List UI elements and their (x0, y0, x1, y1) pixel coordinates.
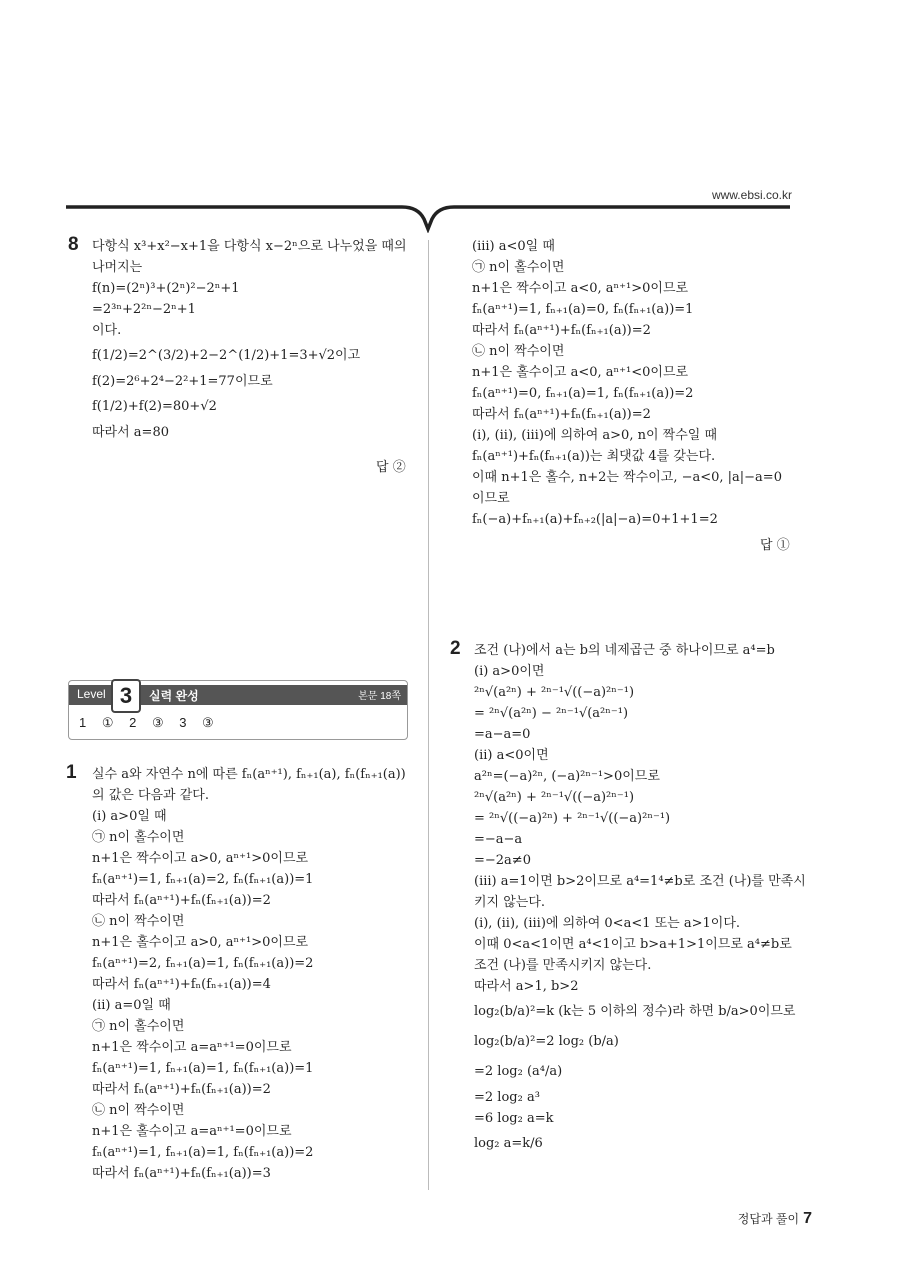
text-line: log₂ a=k/6 (474, 1136, 543, 1151)
text-line: f(2)=2⁶+2⁴−2²+1=77이므로 (92, 374, 273, 389)
text-line: n+1은 짝수이고 a=aⁿ⁺¹=0이므로 (92, 1040, 292, 1055)
text-line: ²ⁿ√(a²ⁿ) + ²ⁿ⁻¹√((−a)²ⁿ⁻¹) (474, 790, 635, 805)
text-line: f(1/2)+f(2)=80+√2 (92, 399, 217, 414)
solution-continued (472, 236, 782, 530)
text-line: (iii) a<0일 때 (472, 239, 555, 254)
level-number: 3 (111, 679, 141, 713)
text-line: 조건 (나)에서 a는 b의 네제곱근 중 하나이므로 a⁴=b (474, 643, 775, 658)
text-line: fₙ(aⁿ⁺¹)=1, fₙ₊₁(a)=1, fₙ(fₙ₊₁(a))=2 (92, 1145, 314, 1160)
text-line: ㉠ n이 홀수이면 (472, 260, 565, 275)
level-answers: 1 ① 2 ③ 3 ③ (79, 715, 214, 730)
level-title: 실력 완성 (149, 689, 199, 703)
site-url: www.ebsi.co.kr (711, 188, 792, 202)
level-bar (69, 683, 407, 708)
text-line: n+1은 홀수이고 a>0, aⁿ⁺¹>0이므로 (92, 935, 309, 950)
text-line: n+1은 홀수이고 a=aⁿ⁺¹=0이므로 (92, 1124, 292, 1139)
text-line: 따라서 fₙ(aⁿ⁺¹)+fₙ(fₙ₊₁(a))=2 (92, 893, 271, 908)
text-line: fₙ(aⁿ⁺¹)+fₙ(fₙ₊₁(a))는 최댓값 4를 갖는다. (472, 449, 716, 464)
text-line: 따라서 fₙ(aⁿ⁺¹)+fₙ(fₙ₊₁(a))=2 (472, 407, 651, 422)
text-line: 따라서 fₙ(aⁿ⁺¹)+fₙ(fₙ₊₁(a))=4 (92, 977, 271, 992)
text-line: 키지 않는다. (474, 895, 546, 910)
text-line: =−2a≠0 (474, 853, 531, 868)
answer-8: 답 ② (376, 460, 406, 475)
text-line: ㉡ n이 짝수이면 (92, 914, 185, 929)
text-line: (iii) a=1이면 b>2이므로 a⁴=1⁴≠b로 조건 (나)를 만족시 (474, 874, 806, 889)
text-line: ㉠ n이 홀수이면 (92, 830, 185, 845)
header-rule (66, 203, 790, 233)
text-line: 나머지는 (92, 260, 143, 275)
text-line: =2 log₂ (a⁴/a) (474, 1064, 563, 1079)
text-line: 이다. (92, 323, 122, 338)
text-line: ²ⁿ√(a²ⁿ) + ²ⁿ⁻¹√((−a)²ⁿ⁻¹) (474, 685, 635, 700)
text-line: 따라서 fₙ(aⁿ⁺¹)+fₙ(fₙ₊₁(a))=2 (92, 1082, 271, 1097)
text-line: fₙ(aⁿ⁺¹)=0, fₙ₊₁(a)=1, fₙ(fₙ₊₁(a))=2 (472, 386, 694, 401)
text-line: ㉡ n이 짝수이면 (92, 1103, 185, 1118)
page-number: 7 (803, 1210, 812, 1227)
footer-label: 정답과 풀이 (737, 1212, 800, 1226)
text-line: =2 log₂ a³ (474, 1090, 540, 1105)
text-line: log₂(b/a)²=2 log₂ (b/a) (474, 1034, 619, 1049)
text-line: (i), (ii), (iii)에 의하여 0<a<1 또는 a>1이다. (474, 916, 741, 931)
text-line: 조건 (나)를 만족시키지 않는다. (474, 958, 652, 973)
problem-number: 2 (450, 638, 461, 659)
text-line: =2³ⁿ+2²ⁿ−2ⁿ+1 (92, 302, 196, 317)
text-line: 이때 0<a<1이면 a⁴<1이고 b>a+1>1이므로 a⁴≠b로 (474, 937, 792, 952)
text-line: 이므로 (472, 491, 510, 506)
problem-number: 1 (66, 762, 77, 783)
text-line: = ²ⁿ√((−a)²ⁿ) + ²ⁿ⁻¹√((−a)²ⁿ⁻¹) (474, 811, 671, 826)
text-line: fₙ(aⁿ⁺¹)=1, fₙ₊₁(a)=2, fₙ(fₙ₊₁(a))=1 (92, 872, 314, 887)
problem-number: 8 (68, 234, 79, 255)
text-line: 따라서 a=80 (92, 425, 169, 440)
text-line: ㉡ n이 짝수이면 (472, 344, 565, 359)
text-line: 따라서 a>1, b>2 (474, 979, 579, 994)
page-footer (738, 1210, 812, 1228)
text-line: n+1은 짝수이고 a>0, aⁿ⁺¹>0이므로 (92, 851, 309, 866)
text-line: fₙ(aⁿ⁺¹)=1, fₙ₊₁(a)=0, fₙ(fₙ₊₁(a))=1 (472, 302, 694, 317)
text-line: 실수 a와 자연수 n에 따른 fₙ(aⁿ⁺¹), fₙ₊₁(a), fₙ(fₙ₊₁(a)) (92, 767, 406, 782)
text-line: =a−a=0 (474, 727, 531, 742)
text-line: fₙ(aⁿ⁺¹)=1, fₙ₊₁(a)=1, fₙ(fₙ₊₁(a))=1 (92, 1061, 314, 1076)
text-line: ㉠ n이 홀수이면 (92, 1019, 185, 1034)
text-line: 의 값은 다음과 같다. (92, 788, 209, 803)
text-line: =−a−a (474, 832, 523, 847)
text-line: fₙ(−a)+fₙ₊₁(a)+fₙ₊₂(|a|−a)=0+1+1=2 (472, 512, 718, 527)
solution-1 (92, 764, 406, 1184)
text-line: (i), (ii), (iii)에 의하여 a>0, n이 짝수일 때 (472, 428, 718, 443)
answer-1: 답 ① (760, 538, 790, 553)
text-line: (ii) a=0일 때 (92, 998, 171, 1013)
text-line: n+1은 짝수이고 a<0, aⁿ⁺¹>0이므로 (472, 281, 689, 296)
text-line: (i) a>0이면 (474, 664, 545, 679)
text-line: 이때 n+1은 홀수, n+2는 짝수이고, −a<0, |a|−a=0 (472, 470, 782, 485)
text-line: 다항식 x³+x²−x+1을 다항식 x−2ⁿ으로 나누었을 때의 (92, 239, 407, 254)
column-divider (428, 240, 429, 1190)
level-box (68, 680, 408, 740)
text-line: (ii) a<0이면 (474, 748, 549, 763)
text-line: =6 log₂ a=k (474, 1111, 554, 1126)
text-line: = ²ⁿ√(a²ⁿ) − ²ⁿ⁻¹√(a²ⁿ⁻¹) (474, 706, 629, 721)
text-line: n+1은 홀수이고 a<0, aⁿ⁺¹<0이므로 (472, 365, 689, 380)
text-line: fₙ(aⁿ⁺¹)=2, fₙ₊₁(a)=1, fₙ(fₙ₊₁(a))=2 (92, 956, 314, 971)
solution-2 (474, 640, 806, 1159)
level-reference: 본문 18쪽 (358, 691, 401, 702)
text-line: f(1/2)=2^(3/2)+2−2^(1/2)+1=3+√2이고 (92, 348, 361, 363)
text-line: 따라서 fₙ(aⁿ⁺¹)+fₙ(fₙ₊₁(a))=3 (92, 1166, 271, 1181)
text-line: 따라서 fₙ(aⁿ⁺¹)+fₙ(fₙ₊₁(a))=2 (472, 323, 651, 338)
text-line: (i) a>0일 때 (92, 809, 167, 824)
level-label: Level (77, 687, 106, 701)
text-line: a²ⁿ=(−a)²ⁿ, (−a)²ⁿ⁻¹>0이므로 (474, 769, 660, 784)
solution-8 (92, 236, 407, 443)
text-line: f(n)=(2ⁿ)³+(2ⁿ)²−2ⁿ+1 (92, 281, 240, 296)
text-line: log₂(b/a)²=k (k는 5 이하의 정수)라 하면 b/a>0이므로 (474, 1004, 796, 1019)
